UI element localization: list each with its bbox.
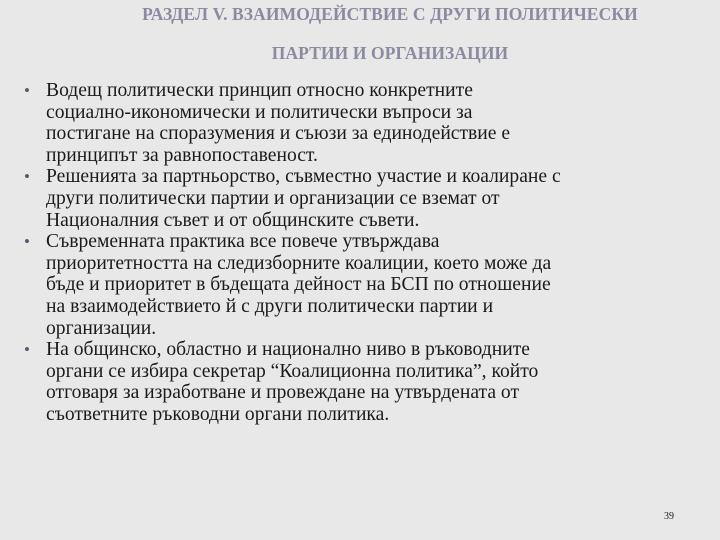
bullet-text-line: съответните ръководни органи политика.: [46, 403, 390, 425]
bullet-text-line: постигане на споразумения и съюзи за единодействие е: [46, 123, 511, 145]
bullet-text-line: Решенията за партньорство, съвместно участие и коалиране с: [46, 166, 561, 188]
bullet-text-line: На общинско, областно и национално ниво в ръководните: [46, 339, 530, 361]
bullet-text-line: на взаимодействието й с други политически партии и: [46, 295, 494, 317]
bullet-dot: •: [24, 340, 30, 360]
page-number: 39: [664, 511, 674, 522]
bullet-text-line: принципът за равнопоставеност.: [46, 144, 318, 166]
bullet-text-line: приоритетността на следизборните коалиции, което може да: [46, 252, 552, 274]
bullet-text-line: Водещ политически принцип относно конкретните: [46, 80, 473, 101]
bullet-item: [24, 339, 696, 425]
bullet-item: [24, 80, 696, 166]
bullet-text-line: Съвременната практика все повече утвърждава: [46, 231, 440, 253]
bullet-text-line: Националния съвет и от общинските съвети.: [46, 209, 420, 231]
slide-title-line-2: ПАРТИИ И ОРГАНИЗАЦИИ: [271, 43, 509, 63]
bullet-dot: •: [24, 81, 30, 100]
bullet-text-line: отговаря за изработване и провеждане на утвърдената от: [46, 382, 520, 404]
bullet-text-line: органи се избира секретар “Коалиционна политика”, който: [46, 360, 539, 382]
bullet-text-line: организации.: [46, 317, 157, 339]
bullet-text-line: бъде и приоритет в бъдещата дейност на БСП по отношение: [46, 274, 551, 296]
bullet-dot: •: [24, 232, 30, 252]
bullet-item: [24, 231, 696, 339]
bullet-text-line: социално-икономически и политически въпроси за: [46, 101, 473, 123]
bullet-item: [24, 166, 696, 231]
bullet-text-line: други политически партии и организации се вземат от: [46, 187, 500, 209]
slide-title-line-1: РАЗДЕЛ V. ВЗАИМОДЕЙСТВИЕ С ДРУГИ ПОЛИТИЧЕСКИ: [142, 4, 638, 24]
bullet-dot: •: [24, 167, 30, 187]
bullet-list: [24, 80, 696, 426]
